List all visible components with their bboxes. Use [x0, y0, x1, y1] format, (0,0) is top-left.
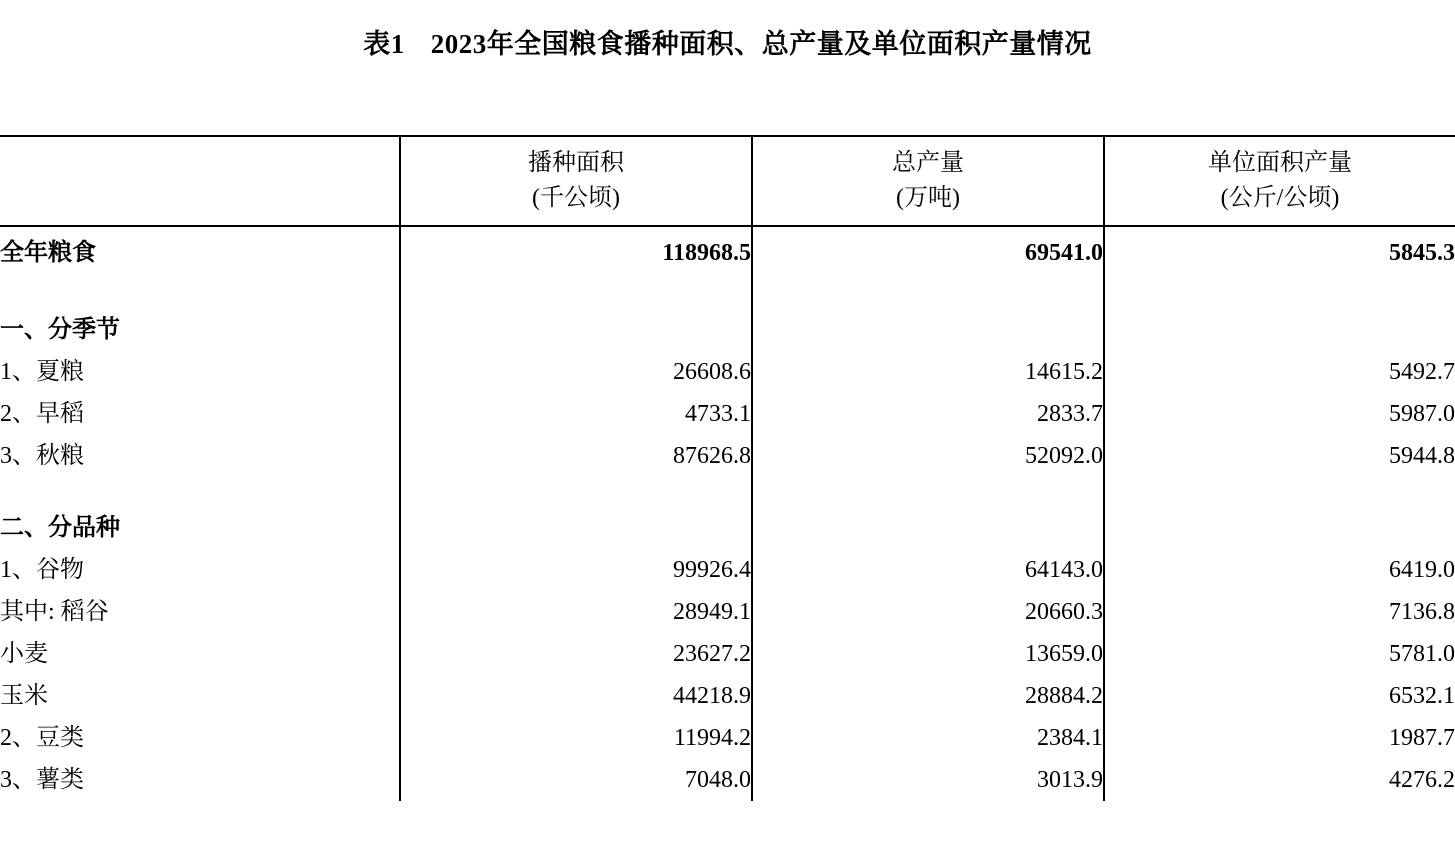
table-row	[0, 435, 1455, 477]
row-value-yield	[1104, 507, 1455, 549]
row-label: 全年粮食	[0, 240, 96, 266]
column-header-total-output-line1: 总产量	[892, 150, 964, 177]
row-value-sown-area: 11994.2	[400, 717, 752, 759]
title-text: 2023年全国粮食播种面积、总产量及单位面积产量情况	[430, 29, 1092, 59]
row-label: 3、秋粮	[0, 443, 84, 469]
row-value-yield: 6419.0	[1104, 549, 1455, 591]
table-body	[0, 226, 1455, 801]
column-header-sown-area-line1: 播种面积	[528, 150, 624, 177]
row-value-total-output: 28884.2	[752, 675, 1104, 717]
row-label: 3、薯类	[0, 767, 84, 793]
row-value-sown-area	[400, 477, 752, 507]
row-label: 二、分品种	[0, 515, 120, 541]
row-value-sown-area: 7048.0	[400, 759, 752, 801]
table-row	[0, 675, 1455, 717]
row-value-yield	[1104, 279, 1455, 309]
row-value-yield: 5781.0	[1104, 633, 1455, 675]
table-row	[0, 717, 1455, 759]
column-header-yield-per-area-line1: 单位面积产量	[1208, 150, 1352, 177]
row-label: 2、早稻	[0, 401, 84, 427]
column-header-yield-per-area-unit: (公斤/公顷)	[1220, 185, 1340, 211]
table-number-label: 表1	[363, 29, 405, 59]
row-value-sown-area: 44218.9	[400, 675, 752, 717]
row-label: 1、谷物	[0, 557, 84, 583]
row-value-sown-area: 26608.6	[400, 351, 752, 393]
row-value-sown-area	[400, 309, 752, 351]
row-value-total-output: 69541.0	[752, 226, 1104, 279]
row-value-yield: 5492.7	[1104, 351, 1455, 393]
row-label: 2、豆类	[0, 725, 84, 751]
column-header-total-output-unit: (万吨)	[896, 185, 960, 211]
row-value-total-output	[752, 507, 1104, 549]
column-header-sown-area-unit: (千公顷)	[532, 185, 620, 211]
table-row-spacer	[0, 279, 1455, 309]
row-value-yield: 7136.8	[1104, 591, 1455, 633]
row-value-sown-area: 87626.8	[400, 435, 752, 477]
row-label	[0, 279, 400, 309]
row-value-total-output: 64143.0	[752, 549, 1104, 591]
column-header-sown-area	[400, 136, 752, 226]
row-value-yield: 5987.0	[1104, 393, 1455, 435]
table-row	[0, 633, 1455, 675]
table-row-section	[0, 507, 1455, 549]
row-value-yield	[1104, 477, 1455, 507]
row-label: 一、分季节	[0, 317, 120, 343]
row-label: 其中: 稻谷	[0, 599, 109, 625]
row-value-sown-area	[400, 279, 752, 309]
statistics-table	[0, 135, 1455, 801]
table-row	[0, 591, 1455, 633]
row-value-sown-area	[400, 507, 752, 549]
column-header-total-output	[752, 136, 1104, 226]
row-value-total-output: 2833.7	[752, 393, 1104, 435]
table-row	[0, 393, 1455, 435]
row-value-sown-area: 99926.4	[400, 549, 752, 591]
table-row	[0, 226, 1455, 279]
row-label: 玉米	[0, 683, 48, 709]
row-value-total-output: 14615.2	[752, 351, 1104, 393]
column-header-yield-per-area	[1104, 136, 1455, 226]
row-label	[0, 477, 400, 507]
table-row-spacer	[0, 477, 1455, 507]
row-value-sown-area: 118968.5	[400, 226, 752, 279]
row-value-total-output	[752, 309, 1104, 351]
column-header-category	[0, 136, 400, 226]
row-value-yield: 5845.3	[1104, 226, 1455, 279]
row-label: 小麦	[0, 641, 48, 667]
row-value-total-output: 20660.3	[752, 591, 1104, 633]
row-value-yield: 1987.7	[1104, 717, 1455, 759]
row-value-total-output	[752, 279, 1104, 309]
table-row-section	[0, 309, 1455, 351]
row-value-total-output: 52092.0	[752, 435, 1104, 477]
row-value-sown-area: 23627.2	[400, 633, 752, 675]
row-value-sown-area: 28949.1	[400, 591, 752, 633]
row-value-total-output: 3013.9	[752, 759, 1104, 801]
table-row	[0, 351, 1455, 393]
row-value-yield: 5944.8	[1104, 435, 1455, 477]
row-value-total-output: 2384.1	[752, 717, 1104, 759]
row-value-total-output	[752, 477, 1104, 507]
table-header	[0, 136, 1455, 226]
table-row	[0, 759, 1455, 801]
row-value-yield: 6532.1	[1104, 675, 1455, 717]
row-value-yield: 4276.2	[1104, 759, 1455, 801]
row-label: 1、夏粮	[0, 359, 84, 385]
page-title	[0, 0, 1455, 61]
row-value-total-output: 13659.0	[752, 633, 1104, 675]
table-row	[0, 549, 1455, 591]
row-value-yield	[1104, 309, 1455, 351]
row-value-sown-area: 4733.1	[400, 393, 752, 435]
